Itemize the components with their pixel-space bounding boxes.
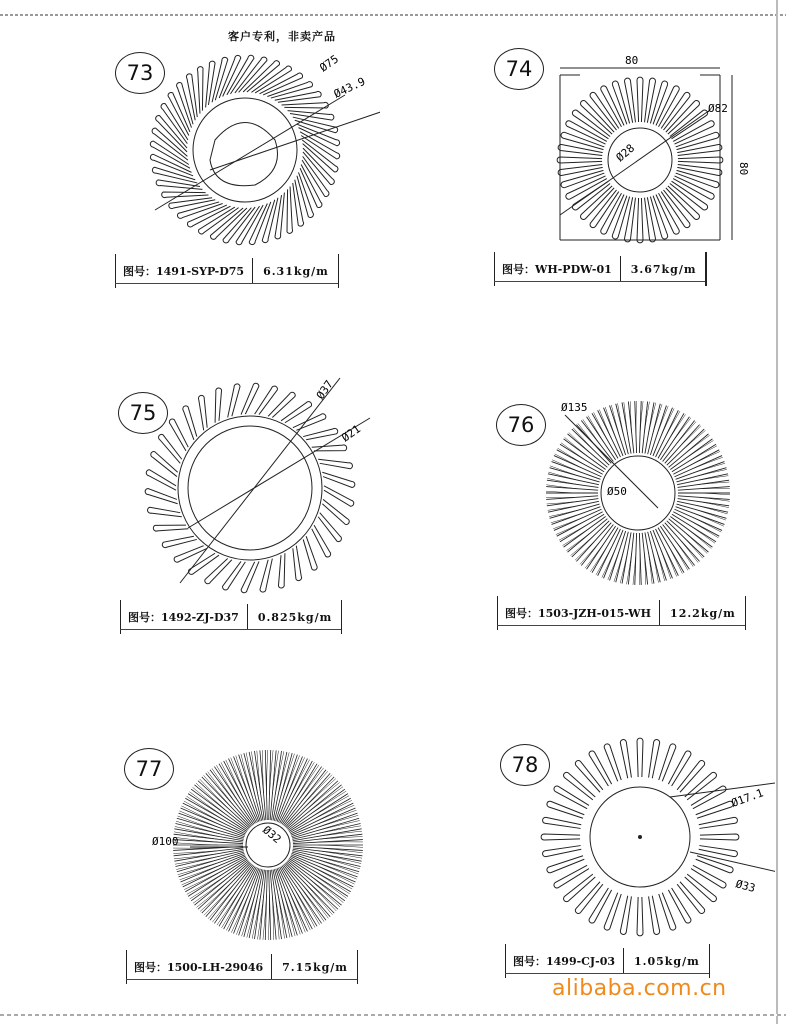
fin	[637, 738, 643, 777]
drawing-code-75: 图号：1492-ZJ-D37	[120, 604, 248, 630]
item-number-73: 73	[115, 52, 165, 94]
fin	[289, 859, 348, 897]
fin	[318, 459, 352, 468]
fin	[224, 867, 257, 929]
fin	[639, 401, 641, 453]
fin	[564, 772, 596, 800]
fin	[260, 559, 272, 593]
fin	[637, 77, 643, 122]
heatsink-drawing-74	[540, 50, 760, 250]
fin	[169, 198, 215, 209]
fin	[174, 848, 244, 856]
fin	[653, 530, 672, 578]
fin	[637, 198, 643, 243]
fin	[228, 384, 240, 418]
dim-73-outer: Ø75	[317, 52, 342, 75]
heatsink-drawing-77	[150, 735, 390, 945]
fin	[161, 104, 188, 144]
fin	[625, 78, 636, 123]
dim-74-height: 80	[737, 162, 750, 176]
dim-74-inner: Ø28	[613, 141, 638, 165]
fin	[645, 78, 656, 123]
dim-78-inner: Ø33	[734, 877, 757, 896]
drawing-code-77: 图号：1500-LH-29046	[126, 954, 272, 980]
fin	[183, 406, 197, 440]
fin	[162, 536, 197, 547]
fin	[557, 157, 602, 163]
fin	[293, 180, 304, 226]
fin	[604, 408, 623, 456]
fin	[691, 786, 726, 809]
fin	[678, 157, 723, 163]
fin	[625, 197, 636, 242]
source-watermark: alibaba.com.cn	[552, 976, 727, 1001]
spec-label-76	[497, 600, 746, 626]
fin	[293, 834, 363, 842]
patent-note: 客户专利，非卖产品	[228, 30, 336, 43]
spec-label-74	[494, 256, 707, 282]
fin	[179, 853, 245, 877]
fin	[186, 74, 197, 120]
fin	[275, 91, 321, 102]
fin	[153, 525, 188, 531]
dimension-line	[210, 85, 380, 170]
fin	[303, 428, 338, 439]
dim-73-inner: Ø43.9	[331, 74, 368, 101]
center-mark	[639, 836, 642, 839]
fin	[241, 383, 259, 414]
fin	[145, 489, 178, 504]
fin	[554, 786, 589, 809]
fin	[303, 536, 317, 570]
fin	[197, 67, 203, 114]
fin	[645, 197, 656, 242]
drawing-code-74: 图号：WH-PDW-01	[494, 256, 621, 282]
weight-78: 1.05kg/m	[634, 954, 700, 968]
spec-label-78	[505, 948, 710, 974]
fin	[206, 61, 215, 107]
fin	[281, 764, 317, 824]
fin	[265, 870, 267, 940]
spec-label-75	[120, 604, 342, 630]
fin	[174, 834, 244, 842]
dim-77-outer: Ø100	[152, 835, 179, 848]
fin	[685, 874, 717, 902]
fin	[543, 817, 582, 828]
fin	[546, 487, 598, 491]
fin	[547, 499, 598, 506]
dim-75-outer: Ø37	[313, 377, 336, 402]
fin	[558, 145, 603, 156]
dim-76-inner: Ø50	[607, 485, 627, 498]
fin	[678, 496, 730, 500]
fin	[564, 874, 596, 902]
dim-77-inner: Ø32	[260, 823, 284, 847]
fin	[199, 207, 239, 234]
fin	[668, 888, 691, 923]
item-number-74: 74	[494, 48, 544, 90]
fin	[293, 414, 326, 431]
fin	[668, 751, 691, 786]
drawing-code-78: 图号：1499-CJ-03	[505, 948, 624, 974]
fin	[678, 499, 729, 506]
fin	[572, 429, 609, 465]
dim-75-inner: Ø21	[339, 422, 364, 445]
fin	[620, 740, 631, 779]
fin	[677, 882, 705, 914]
heatsink-drawing-73	[140, 50, 380, 250]
dim-76-outer: Ø135	[561, 401, 588, 414]
weight-73: 6.31kg/m	[263, 264, 329, 278]
dimension-line	[180, 378, 340, 583]
weight-76: 12.2kg/m	[670, 606, 736, 620]
item-number-77: 77	[124, 748, 174, 790]
drawing-code-73: 图号：1491-SYP-D75	[115, 258, 253, 284]
fin	[635, 533, 637, 585]
fin	[322, 472, 355, 487]
fin	[677, 165, 722, 176]
scan-right-edge	[776, 0, 778, 1024]
fin	[198, 395, 207, 430]
fin	[589, 751, 612, 786]
fin	[653, 408, 672, 456]
heatsink-drawing-76	[535, 395, 745, 595]
fin	[292, 813, 358, 837]
fin	[691, 865, 726, 888]
fin	[282, 102, 329, 108]
fin	[541, 834, 580, 840]
item-number-78: 78	[500, 744, 550, 786]
fin	[188, 794, 247, 832]
fin	[224, 761, 257, 823]
fin	[685, 772, 717, 800]
spec-label-73	[115, 258, 339, 284]
weight-75: 0.825kg/m	[257, 610, 333, 624]
fin	[677, 761, 705, 793]
fin	[234, 756, 259, 821]
fin	[543, 846, 582, 857]
fin	[575, 882, 603, 914]
fin	[251, 66, 291, 93]
scan-top-edge	[0, 14, 786, 16]
item-number-75: 75	[118, 392, 168, 434]
fin	[156, 180, 202, 189]
core-profile	[210, 123, 278, 186]
fin	[293, 846, 363, 850]
core-ring	[193, 98, 297, 202]
fin	[148, 507, 182, 516]
drawing-code-76: 图号：1503-JZH-015-WH	[497, 600, 660, 626]
fin	[558, 165, 603, 176]
fin	[547, 480, 598, 487]
heatsink-drawing-75	[140, 370, 380, 600]
fin	[575, 761, 603, 793]
fin	[269, 750, 271, 820]
scan-bottom-edge	[0, 1014, 786, 1016]
fin	[278, 553, 284, 588]
fin	[677, 145, 722, 156]
fin	[241, 561, 259, 592]
fin	[678, 480, 729, 487]
dim-74-outer: Ø82	[708, 102, 728, 115]
fin	[649, 740, 660, 779]
fin	[219, 866, 255, 926]
fin	[637, 897, 643, 936]
fin	[667, 521, 704, 557]
spec-label-77	[126, 954, 358, 980]
fin	[293, 848, 363, 856]
fin	[649, 896, 660, 935]
weight-77: 7.15kg/m	[282, 960, 348, 974]
fin	[293, 546, 302, 581]
fin	[620, 896, 631, 935]
fin	[554, 865, 589, 888]
fin	[604, 530, 623, 578]
fin	[589, 888, 612, 923]
base-ring	[178, 416, 322, 560]
fin	[700, 834, 739, 840]
fin	[162, 192, 209, 198]
fin	[280, 761, 313, 823]
dim-74-width: 80	[625, 54, 639, 67]
item-number-76: 76	[496, 404, 546, 446]
fin	[287, 187, 293, 234]
fin	[173, 840, 243, 844]
fin	[302, 156, 329, 196]
weight-74: 3.67kg/m	[630, 262, 697, 276]
fin	[275, 193, 284, 239]
dim-78-fin: Ø17.1	[729, 786, 766, 810]
fin	[215, 388, 221, 423]
core-ring	[188, 426, 312, 550]
fin	[699, 817, 738, 828]
heatsink-drawing-78	[535, 735, 775, 940]
fin	[280, 867, 313, 929]
fin	[277, 868, 302, 933]
